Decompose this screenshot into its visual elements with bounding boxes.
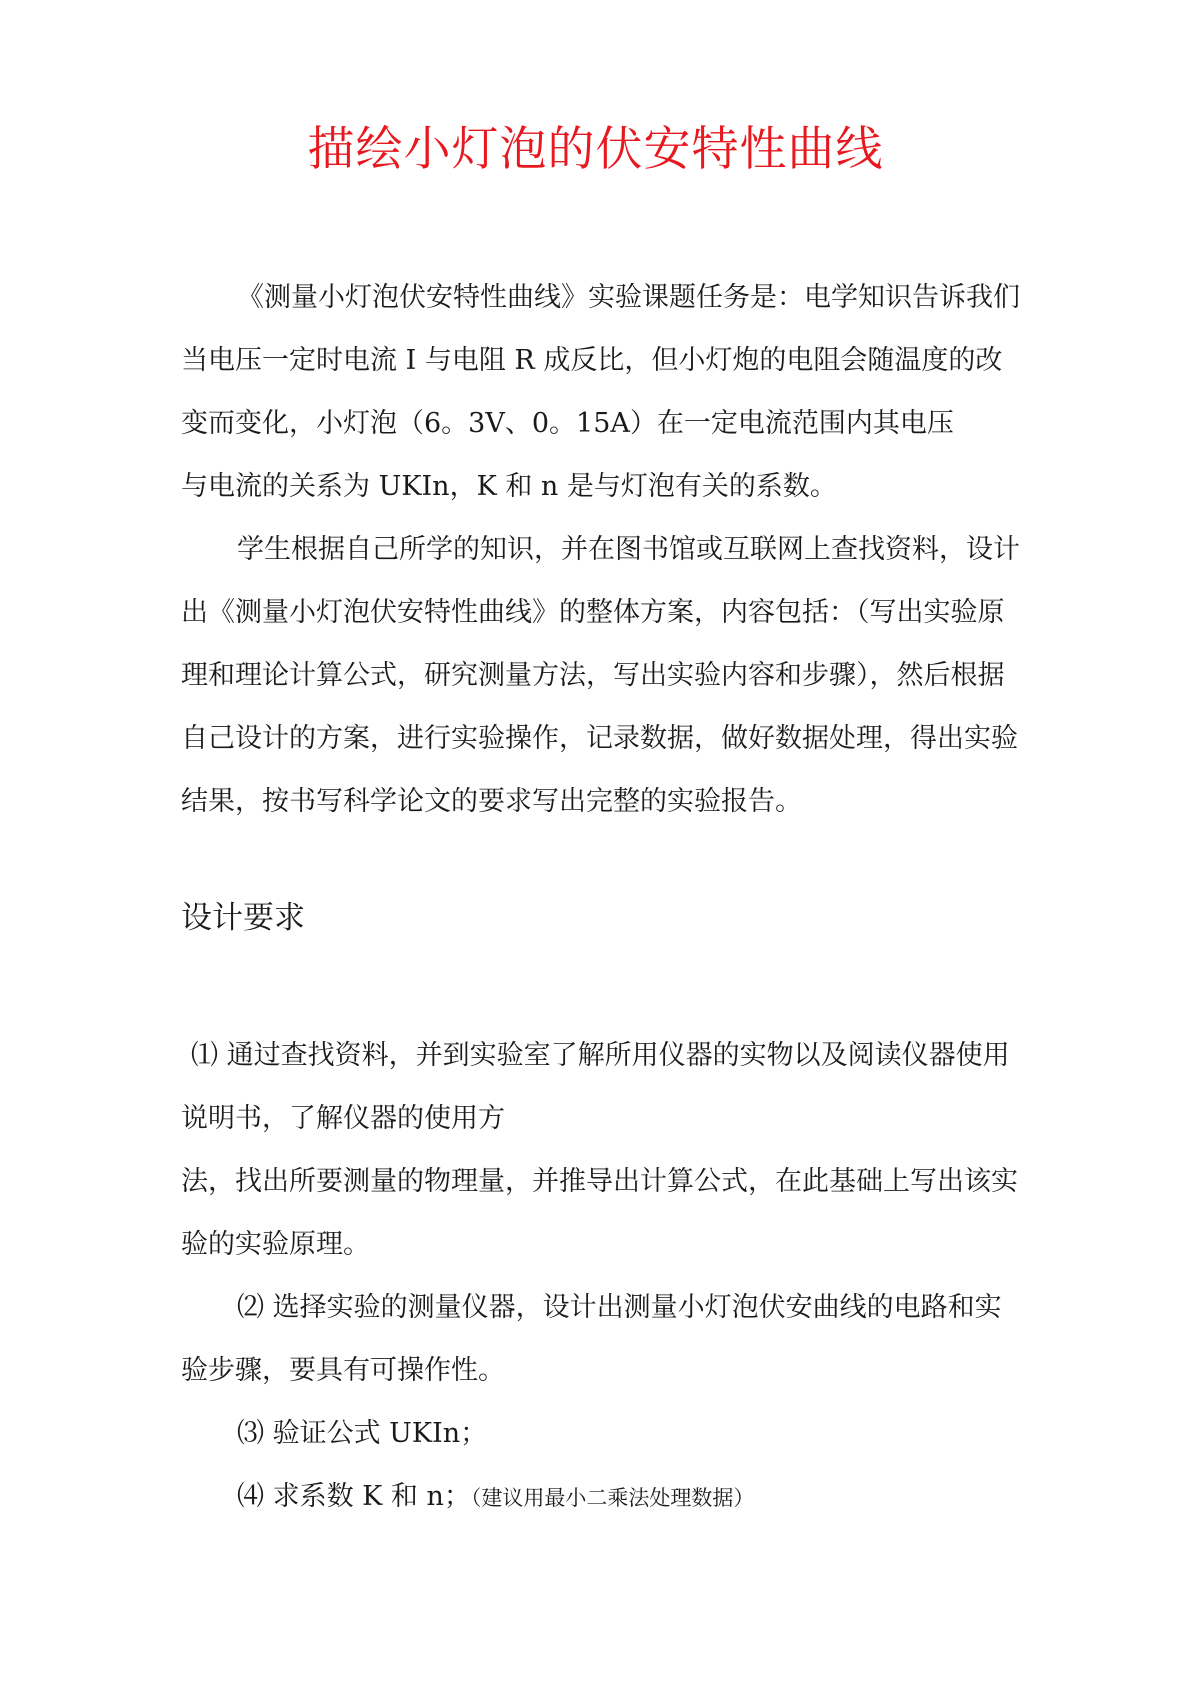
requirement-4-text: ⑷ 求系数 K 和 n； <box>237 1481 471 1512</box>
requirement-3: ⑶ 验证公式 UKIn； <box>237 1418 488 1449</box>
paragraph-relation: 与电流的关系为 UKIn，K 和 n 是与灯泡有关的系数。 <box>181 471 837 502</box>
page-title: 描绘小灯泡的伏安特性曲线 <box>307 122 884 177</box>
requirement-4 <box>181 1465 1021 1530</box>
requirement-1-part2: 法，找出所要测量的物理量，并推导出计算公式，在此基础上写出该实验的实验原理。 <box>181 1166 1018 1260</box>
section-heading-wrap <box>181 887 1021 950</box>
requirement-1-part1: ⑴ 通过查找资料，并到实验室了解所用仪器的实物以及阅读仪器使用说明书，了解仪器的使用方 <box>181 1040 1010 1134</box>
requirements-list <box>181 1024 1021 1530</box>
requirement-2: ⑵ 选择实验的测量仪器，设计出测量小灯泡伏安曲线的电路和实验步骤，要具有可操作性。 <box>181 1292 1002 1386</box>
task-description <box>181 266 1021 833</box>
paragraph-student-task: 学生根据自己所学的知识，并在图书馆或互联网上查找资料，设计出《测量小灯泡伏安特性曲线》的整体方案，内容包括：（写出实验原理和理论计算公式，研究测量方法，写出实验内容和步骤），然后根据自己设计的方案，进行实验操作，记录数据，做好数据处理，得出实验结果，按书写科学论文的要求写出完整的实验报告。 <box>181 534 1020 817</box>
requirement-4-note: （建议用最小二乘法处理数据） <box>470 1486 755 1510</box>
paragraph-task: 《测量小灯泡伏安特性曲线》实验课题任务是：电学知识告诉我们当电压一定时电流 I 与电阻 R 成反比，但小灯炮的电阻会随温度的改变而变化，小灯泡（6。3V、0。15A）在一定电流范围内其电压 <box>181 282 1020 439</box>
section-heading: 设计要求 <box>181 900 305 936</box>
